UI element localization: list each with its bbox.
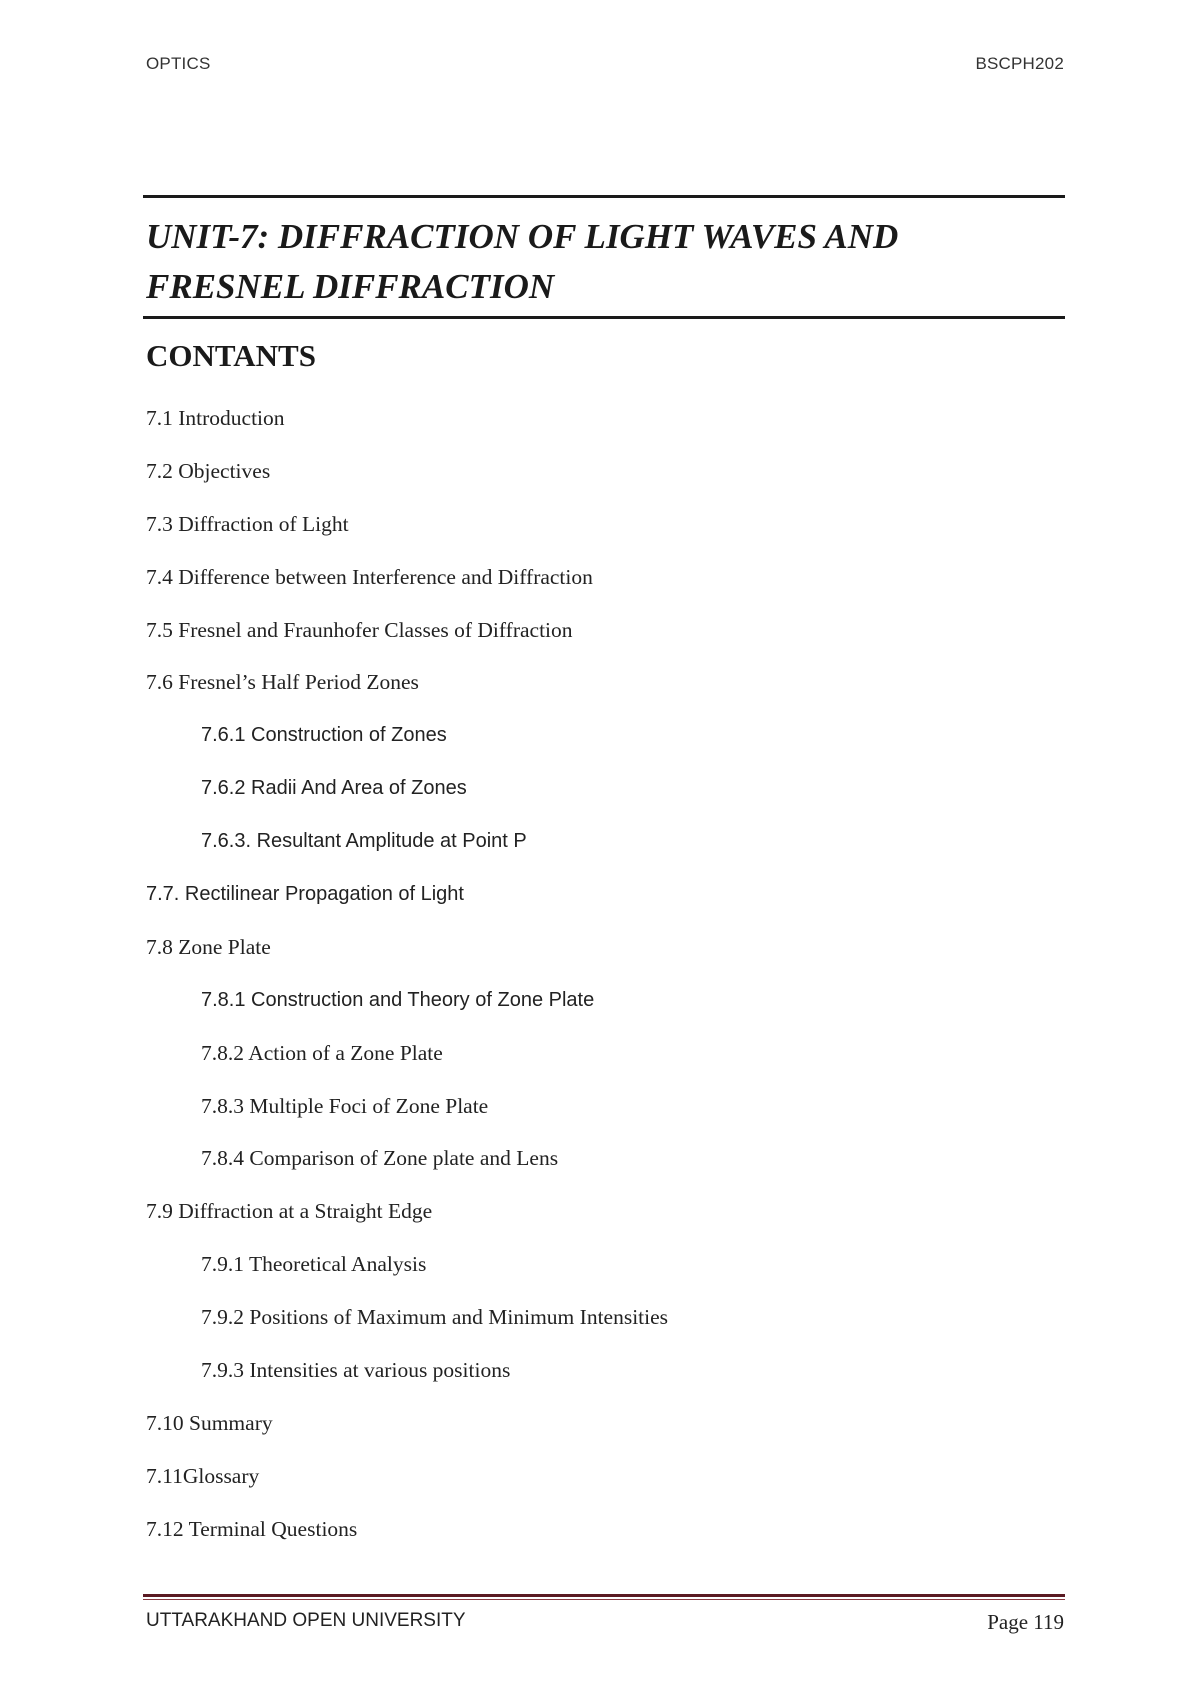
toc-entry: 7.9 Diffraction at a Straight Edge — [146, 1199, 433, 1224]
contents-heading: CONTANTS — [146, 338, 316, 373]
toc-subentry: 7.6.2 Radii And Area of Zones — [201, 777, 467, 800]
toc-entry: 7.6 Fresnel’s Half Period Zones — [146, 670, 419, 695]
title-bottom-rule — [143, 316, 1065, 319]
toc-entry: 7.12 Terminal Questions — [146, 1516, 358, 1541]
toc-subentry: 7.6.3. Resultant Amplitude at Point P — [201, 830, 527, 853]
toc-entry: 7.2 Objectives — [146, 458, 271, 483]
toc-entry: 7.3 Diffraction of Light — [146, 511, 349, 536]
toc-entry: 7.1 Introduction — [146, 406, 285, 430]
running-header-right: BSCPH202 — [975, 54, 1064, 73]
toc-entry: 7.7. Rectilinear Propagation of Light — [146, 883, 464, 906]
unit-title-line-1: UNIT-7: DIFFRACTION OF LIGHT WAVES AND — [146, 217, 899, 256]
toc-subentry: 7.9.2 Positions of Maximum and Minimum Intensities — [201, 1305, 669, 1330]
toc-entry: 7.8 Zone Plate — [146, 934, 271, 959]
page-number: Page 119 — [987, 1610, 1064, 1634]
toc-subentry: 7.9.3 Intensities at various positions — [201, 1358, 511, 1383]
title-top-rule — [143, 195, 1065, 198]
toc-subentry: 7.8.1 Construction and Theory of Zone Plate — [201, 988, 595, 1011]
footer-university: UTTARAKHAND OPEN UNIVERSITY — [146, 1610, 466, 1631]
footer-rule-thin — [143, 1599, 1065, 1600]
toc-subentry: 7.9.1 Theoretical Analysis — [201, 1252, 427, 1277]
toc-entry: 7.10 Summary — [146, 1410, 273, 1435]
running-header-left: OPTICS — [146, 54, 211, 73]
unit-title-line-2: FRESNEL DIFFRACTION — [146, 267, 555, 306]
toc-subentry: 7.8.4 Comparison of Zone plate and Lens — [201, 1146, 559, 1171]
toc-entry: 7.5 Fresnel and Fraunhofer Classes of Diffraction — [146, 617, 573, 642]
unit-title — [146, 212, 1046, 312]
table-of-contents — [146, 398, 1046, 1562]
toc-subentry: 7.8.3 Multiple Foci of Zone Plate — [201, 1093, 489, 1118]
toc-entry: 7.4 Difference between Interference and Diffraction — [146, 564, 593, 589]
footer-rule — [143, 1594, 1065, 1597]
toc-subentry: 7.8.2 Action of a Zone Plate — [201, 1040, 443, 1065]
toc-entry: 7.11Glossary — [146, 1463, 260, 1488]
toc-subentry: 7.6.1 Construction of Zones — [201, 724, 447, 747]
